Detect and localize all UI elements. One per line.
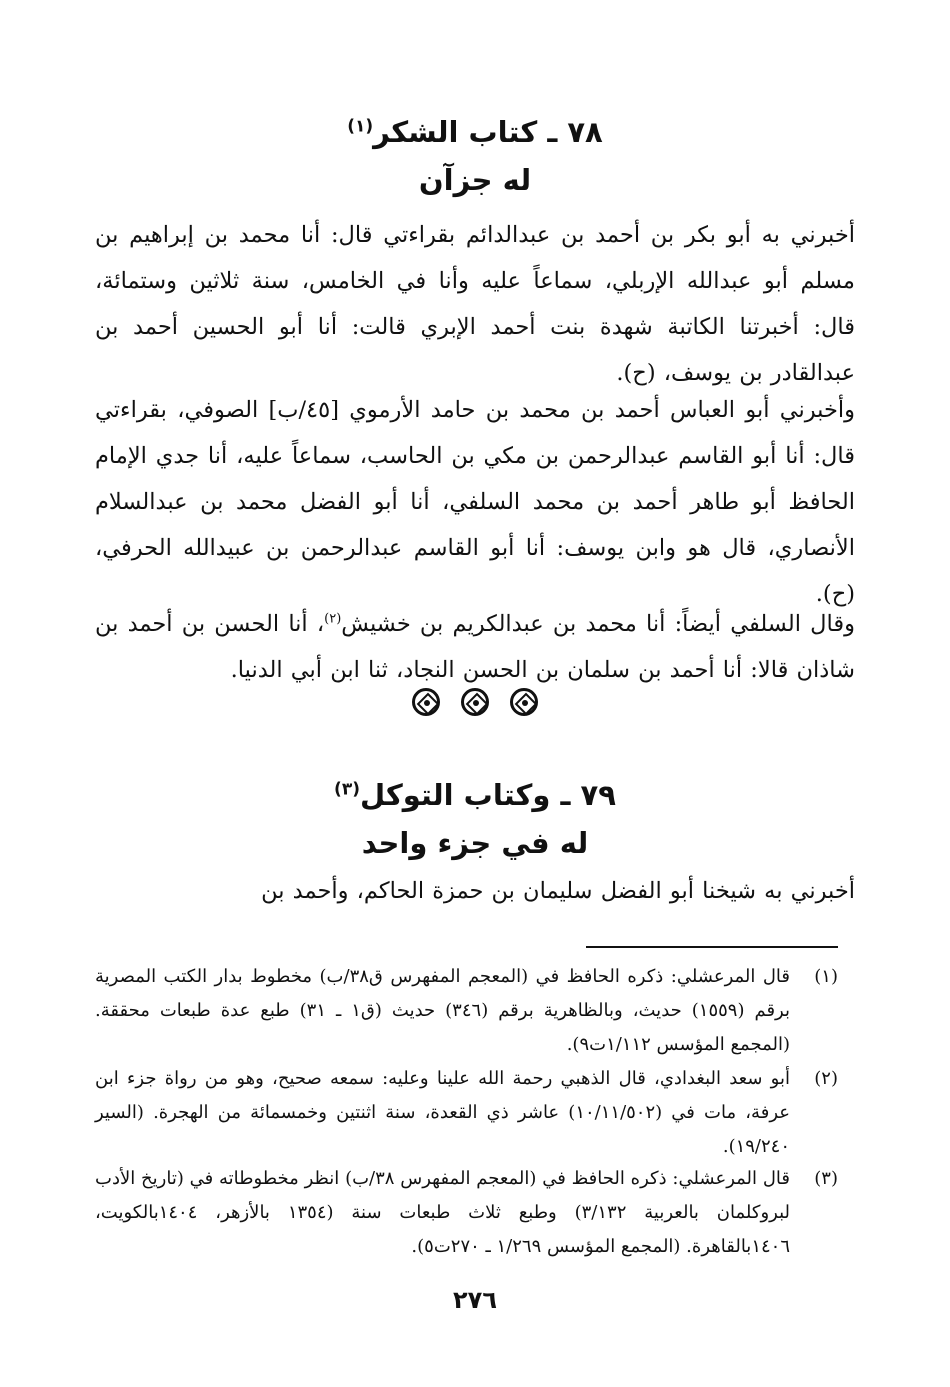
footnote-separator [586,946,838,948]
page-number: ٢٧٦ [453,1286,497,1314]
footnote-number: (١) [814,966,838,987]
footnote-text: أبو سعد البغدادي، قال الذهبي رحمة الله علينا وعليه: سمعه صحيح، وهو من رواة جزء ابن عرفة، مات في (١٠/١١/٥٠٢) عاشر ذي القعدة، سنة اثنتين وخمسمائة من الهجرة. (السير ١٩/٢٤٠). [95,1068,790,1157]
footnote-ref-2[interactable]: (٢) [324,611,342,627]
footnote-text: قال المرعشلي: ذكره الحافظ في (المعجم المفهرس ق٣٨/ب) مخطوط بدار الكتب المصرية برقم (١٥٥٩) حديث، وبالظاهرية برقم (٣٤٦) حديث (ق١ ـ ٣١) طبع عدة طبعات محققة. (المجمع المؤسس ١/١١٢ت٩). [95,966,791,1055]
paragraph-2: وأخبرني أبو العباس أحمد بن محمد بن حامد الأرموي [٤٥/ب] الصوفي، بقراءتي قال: أنا أبو القاسم عبدالرحمن بن مكي بن الحاسب، سماعاً عليه، أنا جدي الإمام الحافظ أبو طاهر أحمد بن محمد السلفي، أنا أبو الفضل محمد بن عبدالسلام الأنصاري، قال هو وابن يوسف: أنا أبو القاسم عبدالرحمن بن عبيدالله الحرفي، (ح). [95,397,855,607]
ornament-icon [461,688,489,716]
section-78-subtitle: له جزآن [418,163,532,197]
section-78-title: ٧٨ ـ كتاب الشكر$^{(١)}$ [347,115,603,149]
footnote-text: قال المرعشلي: ذكره الحافظ في (المعجم المفهرس ٣٨/ب) انظر مخطوطاته في (تاريخ الأدب لبروكلمان بالعربية ٣/١٣٢) وطبع ثلاث طبعات سنة (١٣٥٤ بالأزهر، ١٤٠٤بالكويت، ١٤٠٦بالقاهرة. (المجمع المؤسس ١/٢٦٩ ـ ٢٧٠ت٥). [95,1168,790,1257]
ornament-icon [412,688,440,716]
footnote-1 [95,960,838,1062]
footnote-number: (٢) [814,1068,838,1089]
ornament-icon [510,688,538,716]
footnote-2 [95,1062,838,1164]
footnote-number: (٣) [814,1168,838,1189]
section-79-title: ٧٩ ـ وكتاب التوكل$^{(٣)}$ [334,778,616,812]
paragraph-3: وقال السلفي أيضاً: أنا محمد بن عبدالكريم بن خشيش$^{(٢)}$، أنا الحسن بن أحمد بن شاذان قالا: أنا أحمد بن سلمان بن الحسن النجاد، ثنا ابن أبي الدنيا. [95,611,855,683]
section-79-subtitle: له في جزء واحد [361,826,589,860]
footnote-ref-3[interactable]: (٣) [334,779,360,800]
footnote-ref-1[interactable]: (١) [347,116,374,137]
section-divider-ornaments [0,688,950,716]
paragraph-1: أخبرني به أبو بكر بن أحمد بن عبدالدائم بقراءتي قال: أنا محمد بن إبراهيم بن مسلم أبو عبدالله الإربلي، سماعاً عليه وأنا في الخامس، سنة ثلاثين وستمائة، قال: أخبرتنا الكاتبة شهدة بنت أحمد الإبري قالت: أنا أبو الحسين أحمد بن عبدالقادر بن يوسف، (ح). [95,222,855,386]
paragraph-4: أخبرني به شيخنا أبو الفضل سليمان بن حمزة الحاكم، وأحمد بن [261,878,855,904]
footnote-3 [95,1162,838,1264]
